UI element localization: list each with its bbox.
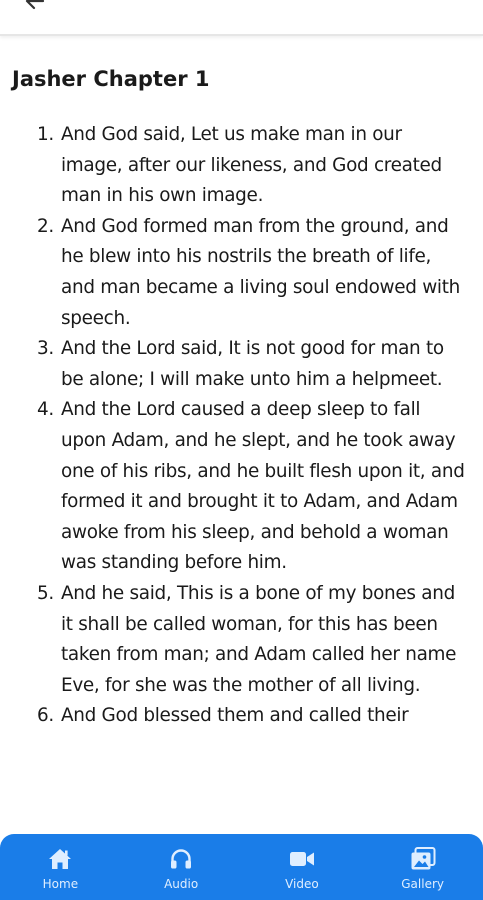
verse-text: And the Lord caused a deep sleep to fall upon Adam, and he slept, and he took away one of his ribs, and he built flesh upon it, and formed it and brought it to Adam, and Adam awoke from his sleep, and behold a woman was standing before him. bbox=[61, 399, 465, 574]
verse-number: 3. bbox=[37, 338, 54, 360]
nav-item-home[interactable] bbox=[0, 834, 120, 900]
verse-text: And the Lord said, It is not good for man to be alone; I will make unto him a helpmeet. bbox=[61, 338, 444, 390]
verse-number: 5. bbox=[37, 582, 54, 604]
nav-item-video[interactable] bbox=[242, 834, 362, 900]
verse-number: 4. bbox=[37, 399, 54, 421]
verse-item bbox=[0, 334, 472, 395]
nav-label: Gallery bbox=[401, 877, 444, 891]
verse-number: 6. bbox=[37, 705, 54, 727]
chapter-title: Jasher Chapter 1 bbox=[12, 67, 210, 91]
top-app-bar bbox=[0, 0, 483, 36]
verse-text: And God said, Let us make man in our image, after our likeness, and God created man in his own image. bbox=[61, 124, 442, 207]
back-button[interactable] bbox=[20, 0, 50, 16]
verse-item bbox=[0, 120, 472, 212]
verse-item bbox=[0, 701, 472, 732]
verse-item bbox=[0, 212, 472, 334]
verse-list bbox=[0, 120, 472, 732]
gallery-icon bbox=[410, 847, 436, 871]
chapter-content[interactable] bbox=[0, 36, 483, 832]
verse-text: And God blessed them and called their bbox=[61, 705, 409, 727]
video-camera-icon bbox=[289, 847, 315, 871]
nav-label: Home bbox=[42, 877, 79, 891]
bottom-navigation bbox=[0, 834, 483, 900]
arrow-left-icon bbox=[23, 0, 47, 13]
verse-item bbox=[0, 579, 472, 701]
home-icon bbox=[47, 847, 73, 871]
nav-item-gallery[interactable] bbox=[363, 834, 483, 900]
nav-item-audio[interactable] bbox=[121, 834, 241, 900]
nav-label: Audio bbox=[164, 877, 199, 891]
verse-text: And he said, This is a bone of my bones and it shall be called woman, for this has been taken from man; and Adam called her name Eve, for she was the mother of all living. bbox=[61, 582, 457, 696]
nav-label: Video bbox=[285, 877, 319, 891]
verse-item bbox=[0, 395, 472, 579]
verse-number: 2. bbox=[37, 215, 54, 237]
verse-text: And God formed man from the ground, and he blew into his nostrils the breath of life, and man became a living soul endowed with speech. bbox=[61, 215, 461, 329]
verse-number: 1. bbox=[37, 124, 54, 145]
headphones-icon bbox=[168, 847, 194, 871]
